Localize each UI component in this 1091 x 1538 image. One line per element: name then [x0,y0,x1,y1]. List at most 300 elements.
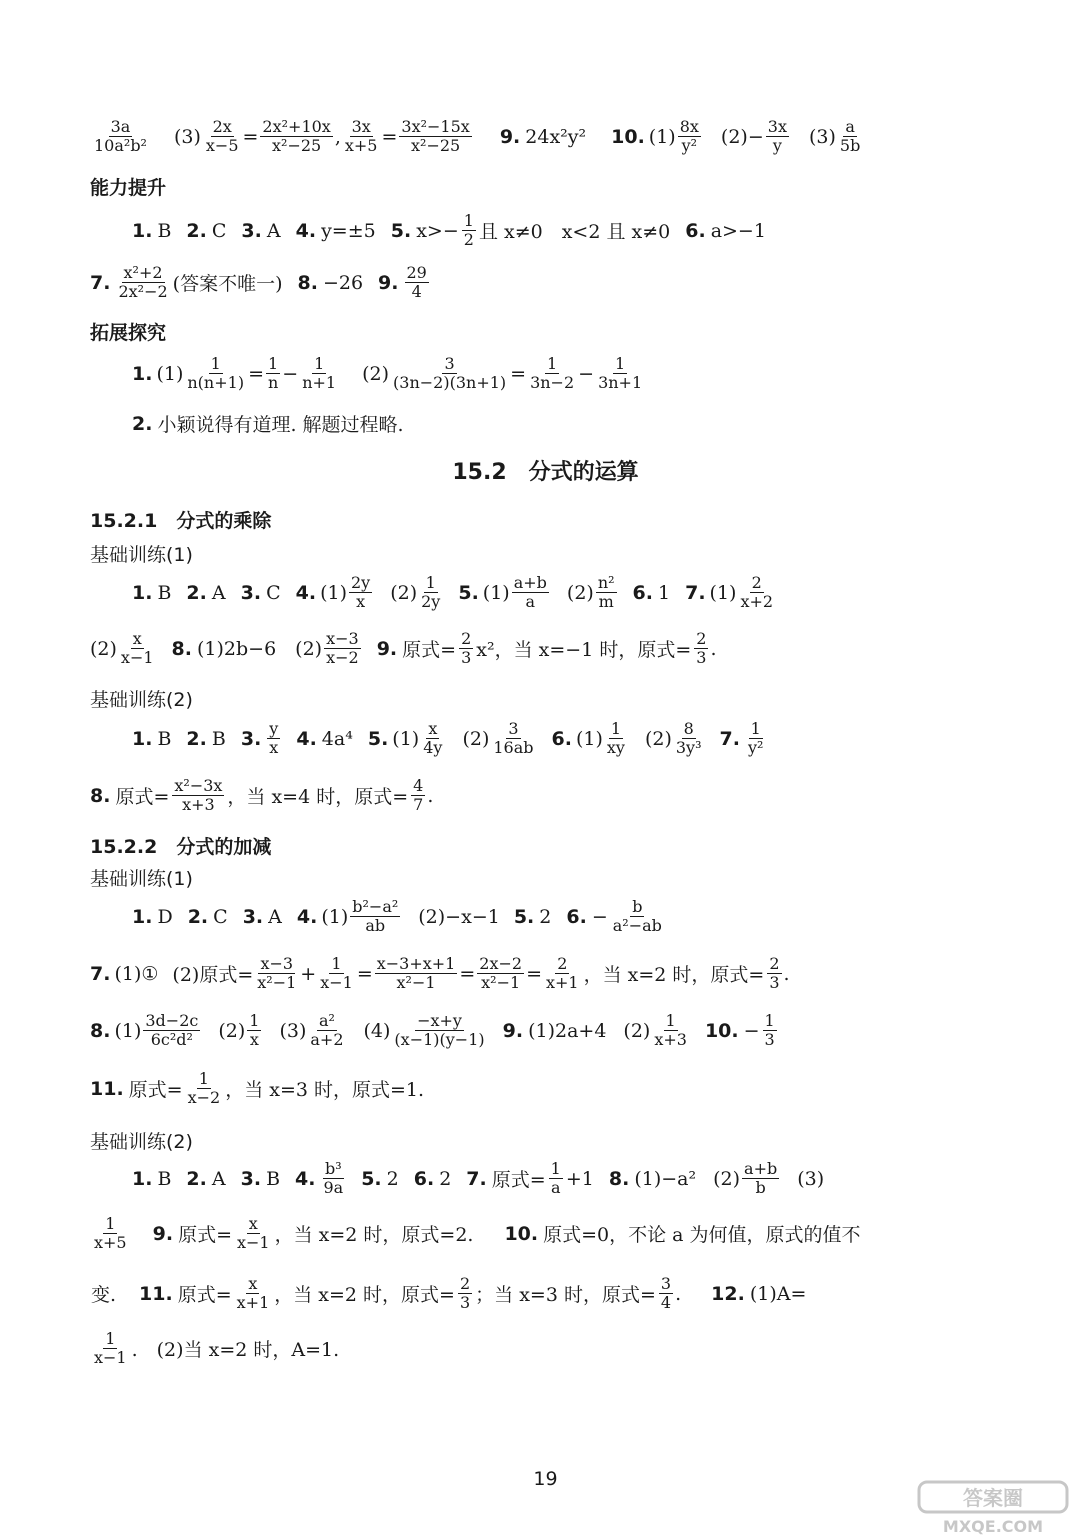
question-number: 6. [551,727,572,750]
fraction [491,720,535,758]
fraction [343,118,380,156]
answer-text: 2 [386,1167,399,1190]
denominator: 3 [769,973,780,993]
answer-text: 24x²y² [525,125,587,148]
fraction [766,118,789,156]
question-number: 7. [719,727,740,750]
answer-text: y=±5 [321,219,376,242]
fraction [678,118,701,156]
section-heading-tuozhan: 拓展探究 [90,322,167,344]
training-heading-1: 基础训练(1) [90,544,193,566]
answer-line-8 [132,720,1011,758]
fraction [596,355,644,393]
question-number: 5. [513,905,535,928]
question-number: 2. [187,905,209,928]
question-number: 9. [502,1019,524,1042]
numerator: 3d−2c [145,1011,199,1030]
denominator: xy [606,738,625,758]
fraction [300,355,338,393]
denominator: (x−1)(y−1) [394,1030,485,1050]
question-number: 2. [132,412,153,435]
fraction [92,118,149,156]
numerator: x−3 [326,629,359,648]
question-number: 5. [390,219,412,242]
question-number: 3. [240,1167,262,1190]
denominator: (3n−2)(3n+1) [393,373,507,393]
answer-text: (3) [173,125,201,148]
denominator: 3 [459,1293,471,1313]
fraction [349,574,372,612]
answer-text: (1) [320,581,347,604]
question-number: 2. [186,727,207,750]
answer-text: B [211,727,226,750]
denominator: x [249,1030,259,1050]
question-number: 1. [132,581,153,604]
fraction [549,1160,563,1198]
answer-line-15 [90,1215,1011,1253]
numerator: 1 [314,354,325,373]
answer-text: (2) [90,637,117,660]
fraction [235,1275,272,1313]
question-number: 1. [132,905,153,928]
numerator: 2 [751,573,762,592]
answer-text: (1) [114,1019,142,1042]
answer-text: (2) [362,362,390,385]
numerator: a+b [744,1159,778,1178]
answer-text: = [526,962,542,985]
denominator: x²−25 [411,136,461,156]
numerator: 3 [660,1274,672,1293]
answer-text: 原式= [115,786,170,809]
subsection-heading-1521: 15.2.1 分式的乘除 [90,510,272,532]
denominator: x−2 [326,648,359,668]
answer-text: . [783,962,790,985]
subsection-heading-1522: 15.2.2 分式的加减 [90,836,272,858]
denominator: 3 [764,1030,775,1050]
numerator: y [269,719,279,738]
fraction [267,720,280,758]
question-number: 7. [90,271,111,294]
answer-text: 4a⁴ [321,727,353,750]
denominator: y [772,136,782,156]
denominator: x−5 [205,136,239,156]
numerator: x [248,1214,258,1233]
question-number: 10. [611,125,645,148]
fraction [674,720,704,758]
answer-text: . [710,637,717,660]
question-number: 7. [685,581,706,604]
numerator: 2x²+10x [262,117,331,136]
answer-text: 2 [439,1167,452,1190]
answer-text: 原式= [491,1169,546,1192]
answer-line-3 [90,264,1011,302]
answer-text: (3) [279,1019,307,1042]
answer-text: = [242,125,259,148]
question-number: 11. [90,1077,124,1100]
question-number: 3. [240,727,262,750]
answer-text: 原式= [178,1224,232,1247]
denominator: a [550,1178,561,1198]
denominator: x+1 [546,973,579,993]
question-number: 6. [566,905,587,928]
denominator: x [356,592,366,612]
svg-text:MXQE.COM: MXQE.COM [942,1517,1044,1536]
fraction [172,777,224,815]
question-number: 7. [466,1167,487,1190]
fraction [694,630,708,668]
numerator: b [632,897,643,916]
denominator: 16ab [493,738,534,758]
fraction [544,955,581,993]
question-number: 9. [376,637,398,660]
answer-text: (1)A= [749,1282,807,1305]
fraction [185,355,246,393]
numerator: 1 [750,719,761,738]
question-number: 4. [295,581,317,604]
numerator: 1 [268,354,279,373]
question-number: 8. [171,637,192,660]
denominator: y² [747,738,764,758]
denominator: x²−1 [257,973,297,993]
answer-text: D [157,905,173,928]
fraction [512,574,549,612]
fraction [458,1275,472,1313]
answer-text: B [266,1167,281,1190]
numerator: x [428,719,438,738]
answer-text: = [248,362,264,385]
denominator: x+5 [94,1233,127,1253]
numerator: a [845,117,855,136]
answer-text: = [381,125,398,148]
question-number: 12. [711,1282,745,1305]
fraction [375,955,458,993]
answer-text: 2 [539,905,552,928]
answer-text: x²，当 x=−1 时，原式= [476,639,692,662]
numerator: 3a [110,117,131,136]
answer-text: (2)原式= [172,964,254,987]
answer-line-4 [132,355,1011,393]
answer-text: ；当 x=3 时，原式= [475,1284,656,1307]
fraction [421,720,444,758]
answer-text: ，当 x=2 时，原式= [274,1284,455,1307]
denominator: n(n+1) [187,373,245,393]
numerator: a+b [513,573,547,592]
answer-text: − [743,1019,760,1042]
denominator: 7 [413,795,424,815]
question-number: 2. [186,1167,207,1190]
fraction [204,118,241,156]
numerator: 4 [413,776,424,795]
question-number: 2. [186,581,207,604]
fraction [405,264,429,302]
question-number: 9. [152,1222,174,1245]
denominator: 3y³ [675,738,702,758]
fraction [767,955,781,993]
fraction [477,955,524,993]
answer-text: C [211,219,227,242]
numerator: 1 [610,719,621,738]
answer-text: +1 [565,1167,594,1190]
answer-text: A [211,581,226,604]
question-number: 4. [295,1167,316,1190]
answer-text: (1)① [114,962,159,985]
answer-line-16 [90,1275,1011,1313]
denominator: x [269,738,279,758]
fraction [746,720,765,758]
fraction [392,1012,486,1050]
question-number: 6. [632,581,653,604]
answer-text: A [211,1167,226,1190]
answer-text: B [157,727,172,750]
denominator: x²−1 [481,973,521,993]
denominator: m [598,592,614,612]
fraction [763,1012,777,1050]
answer-text: 且 x≠0 x<2 且 x≠0 [478,221,671,244]
fraction [838,118,862,156]
numerator: 1 [425,573,436,592]
answer-line-7 [90,630,1011,668]
fraction [186,1070,223,1108]
question-number: 8. [608,1167,630,1190]
answer-text: (2)− [720,125,764,148]
numerator: 2 [696,629,707,648]
answer-text: (1)2b−6 [196,637,277,660]
numerator: 1 [665,1011,676,1030]
numerator: 2 [769,954,780,973]
answer-text: x>− [416,219,459,242]
numerator: 2x [212,117,232,136]
answer-text: (3) [797,1167,825,1190]
answer-text: (1)2a+4 [528,1019,607,1042]
denominator: x+1 [236,1293,270,1313]
numerator: 1 [249,1011,260,1030]
answer-text: (1)−a² [634,1167,697,1190]
denominator: 3 [461,648,472,668]
question-number: 7. [90,962,111,985]
numerator: 2 [461,629,472,648]
answer-text: C [266,581,281,604]
denominator: x+2 [740,592,774,612]
numerator: n² [597,573,615,592]
fraction [321,1160,345,1198]
answer-text: − [282,362,299,385]
answer-line-17 [90,1330,1011,1368]
answer-text: 原式=0，不论 a 为何值，原式的值不 [543,1224,861,1247]
answer-text: (2) [566,581,594,604]
fraction [143,1012,200,1050]
numerator: 3x [767,117,787,136]
answer-text: A [268,905,282,928]
fraction [462,212,476,250]
question-number: 9. [378,271,399,294]
numerator: a² [318,1011,335,1030]
question-number: 4. [295,219,317,242]
denominator: 4y [423,738,443,758]
answer-text: −26 [322,271,364,294]
numerator: 8x [679,117,699,136]
fraction [247,1012,261,1050]
numerator: 3 [444,354,455,373]
answer-text: ，当 x=2 时，原式=2. [274,1224,474,1247]
answer-text: 原式= [128,1079,183,1102]
section-title: 15.2 分式的运算 [452,460,639,485]
question-number: 9. [499,125,521,148]
question-number: 3. [241,219,262,242]
section-heading-nengli: 能力提升 [90,177,167,199]
answer-text: . (2)当 x=2 时，A=1. [131,1339,340,1362]
numerator: x−3 [260,954,294,973]
denominator: ab [365,916,386,936]
question-number: 8. [90,1019,111,1042]
answer-text: = [356,962,373,985]
fraction [605,720,627,758]
numerator: x²+2 [123,263,163,282]
denominator: 6c²d² [150,1030,193,1050]
denominator: y² [681,136,698,156]
numerator: 3x²−15x [401,117,470,136]
question-number: 8. [90,784,111,807]
answer-text: (答案不唯一) [172,273,283,296]
denominator: x−2 [187,1088,221,1108]
answer-text: − [591,905,608,928]
denominator: 2y [421,592,441,612]
numerator: 1 [547,354,558,373]
question-number: 1. [132,1167,153,1190]
fraction [324,630,361,668]
answer-text: (1) [648,125,676,148]
question-number: 1. [132,219,153,242]
numerator: 1 [463,211,474,230]
fraction [738,574,775,612]
fraction [119,630,156,668]
answer-text: (1) [321,905,349,928]
answer-text: (2) [713,1167,741,1190]
denominator: x+5 [344,136,378,156]
fraction [92,1330,129,1368]
numerator: 2x−2 [479,954,523,973]
answer-text: B [157,581,172,604]
answer-text: (2) [644,727,672,750]
fraction [318,955,355,993]
fraction [350,898,400,936]
fraction [235,1215,272,1253]
fraction [742,1160,779,1198]
answer-line-14 [132,1160,1011,1198]
fraction [652,1012,689,1050]
numerator: 1 [105,1214,116,1233]
fraction [391,355,508,393]
answer-text: 小颖说得有道理. 解题过程略. [157,414,404,436]
denominator: 9a [323,1178,344,1198]
answer-text: , [334,125,341,148]
fraction [411,777,425,815]
numerator: 29 [406,263,427,282]
denominator: b [755,1178,766,1198]
answer-text: 1 [658,581,671,604]
question-number: 8. [297,271,318,294]
numerator: −x+y [417,1011,462,1030]
question-number: 11. [139,1282,173,1305]
answer-text: (1) [392,727,420,750]
denominator: a+2 [310,1030,344,1050]
numerator: x [132,629,142,648]
numerator: 1 [764,1011,775,1030]
fraction [419,574,442,612]
answer-text: (2) [295,637,323,660]
fraction [255,955,298,993]
answer-line-5 [132,410,1011,437]
answer-line-11 [90,955,1011,993]
answer-text: (2) [218,1019,246,1042]
answer-text: (2) [462,727,490,750]
fraction [92,1215,129,1253]
answer-text: B [157,1167,172,1190]
answer-text: (4) [363,1019,391,1042]
fraction [659,1275,673,1313]
training-heading-3: 基础训练(1) [90,868,193,890]
answer-text: B [157,219,172,242]
question-number: 10. [704,1019,739,1042]
answer-text: 变. [91,1284,117,1307]
denominator: n+1 [302,373,337,393]
question-number: 1. [132,727,153,750]
fraction [308,1012,345,1050]
denominator: x−1 [120,648,154,668]
svg-text:答案圈: 答案圈 [963,1486,1023,1510]
answer-text: (2) [623,1019,651,1042]
fraction [528,355,576,393]
fraction [266,355,280,393]
answer-text: ，当 x=2 时，原式= [583,964,765,987]
answer-text: (3) [808,125,836,148]
denominator: x−1 [320,973,353,993]
answer-text: (1) [709,581,737,604]
numerator: x²−3x [174,776,223,795]
numerator: 2y [350,573,371,592]
fraction [459,630,473,668]
fraction [611,898,664,936]
answer-text: ，当 x=3 时，原式=1. [225,1079,425,1102]
denominator: 2 [463,230,474,250]
answer-text: (1) [575,727,603,750]
denominator: a [525,592,536,612]
question-number: 3. [242,905,264,928]
answer-text: = [459,962,476,985]
question-number: 3. [240,581,262,604]
answer-text: (2)−x−1 [418,905,500,928]
answer-line-13 [90,1070,1011,1108]
answer-text: (2) [390,581,418,604]
numerator: 1 [198,1069,209,1088]
question-number: 4. [296,727,317,750]
numerator: x−3+x+1 [376,954,456,973]
denominator: 10a²b² [94,136,147,156]
answer-text: (1) [482,581,510,604]
question-number: 10. [504,1222,539,1245]
denominator: 3n+1 [598,373,643,393]
numerator: 3 [508,719,519,738]
fraction [399,118,471,156]
answer-text: . [675,1282,682,1305]
answer-text: ，当 x=4 时，原式= [227,786,409,809]
answer-text: − [578,362,595,385]
numerator: 1 [615,354,626,373]
denominator: n [267,373,279,393]
denominator: x−1 [94,1348,127,1368]
question-number: 6. [685,219,706,242]
numerator: 1 [210,354,221,373]
training-heading-2: 基础训练(2) [90,689,193,711]
